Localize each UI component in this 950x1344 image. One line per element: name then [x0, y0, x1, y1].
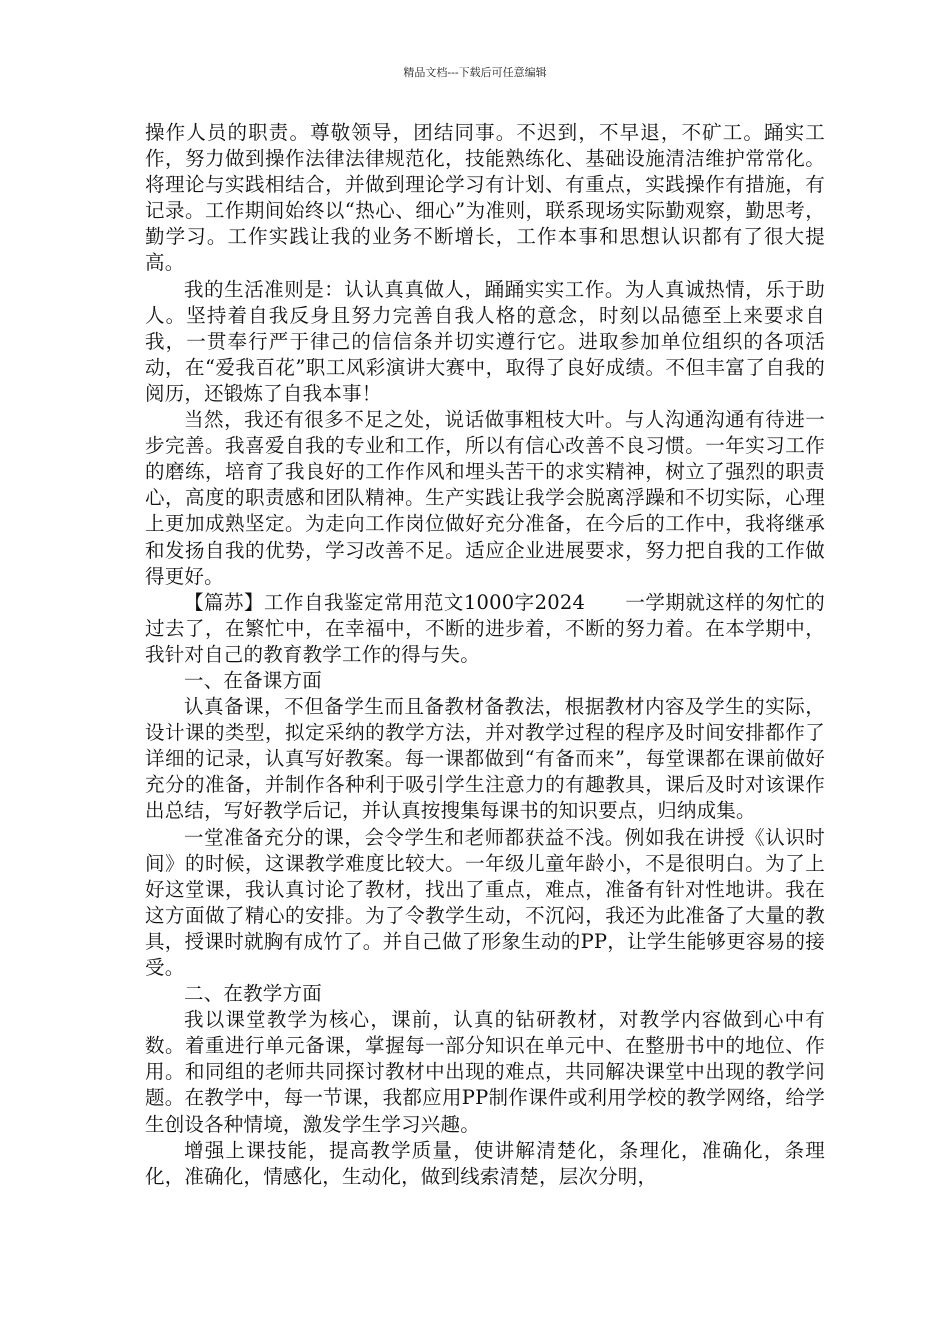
- section-heading: 一、在备课方面: [184, 668, 322, 692]
- paragraph: 我以课堂教学为核心，课前，认真的钻研教材，对教学内容做到心中有数。着重进行单元备课，掌握每一部分知识在单元中、在整册书中的地位、作用。和同组的老师共同探讨教材中出现的难点，共同解决课堂中出现的教学问题。在教学中，每一节课，我都应用PP制作课件或利用学校的教学网络，给学生创设各种情境，激发学生学习兴趣。: [145, 1008, 825, 1136]
- paragraph: 增强上课技能，提高教学质量，使讲解清楚化，条理化，准确化，条理化，准确化，情感化，生动化，做到线索清楚，层次分明，: [145, 1138, 825, 1188]
- paragraph: 我的生活准则是：认认真真做人，踊踊实实工作。为人真诚热情，乐于助人。坚持着自我反身且努力完善自我人格的意念，时刻以品德至上来要求自我，一贯奉行严于律己的信信条并切实遵行它。进取参加单位组织的各项活动，在“爱我百花”职工风彩演讲大赛中，取得了良好成绩。不但丰富了自我的阅历，还锻炼了自我本事！: [145, 277, 825, 405]
- document-body: [145, 120, 825, 1190]
- paragraph: 操作人员的职责。尊敬领导，团结同事。不迟到，不早退，不矿工。踊实工作，努力做到操作法律法律规范化，技能熟练化、基础设施清洁维护常常化。将理论与实践相结合，并做到理论学习有计划、有重点，实践操作有措施，有记录。工作期间始终以“热心、细心”为准则，联系现场实际勤观察，勤思考，勤学习。工作实践让我的业务不断增长，工作本事和思想认识都有了很大提高。: [145, 121, 825, 275]
- paragraph: 当然，我还有很多不足之处，说话做事粗枝大叶。与人沟通沟通有待进一步完善。我喜爱自我的专业和工作，所以有信心改善不良习惯。一年实习工作的磨练，培育了我良好的工作作风和埋头苦干的求实精神，树立了强烈的职责心，高度的职责感和团队精神。生产实践让我学会脱离浮躁和不切实际，心理上更加成熟坚定。为走向工作岗位做好充分准备，在今后的工作中，我将继承和发扬自我的优势，学习改善不足。适应企业进展要求，努力把自我的工作做得更好。: [145, 408, 825, 588]
- paragraph: 【篇苏】工作自我鉴定常用范文1000字2024 一学期就这样的匆忙的过去了，在繁忙中，在幸福中，不断的进步着，不断的努力着。在本学期中，我针对自己的教育教学工作的得与失。: [145, 590, 825, 666]
- section-heading: 二、在教学方面: [184, 982, 322, 1006]
- paragraph: 认真备课，不但备学生而且备教材备教法，根据教材内容及学生的实际，设计课的类型，拟定采纳的教学方法，并对教学过程的程序及时间安排都作了详细的记录，认真写好教案。每一课都做到“有备而来”，每堂课都在课前做好充分的准备，并制作各种利于吸引学生注意力的有趣教具，课后及时对该课作出总结，写好教学后记，并认真按搜集每课书的知识要点，归纳成集。: [145, 695, 825, 823]
- page-header: 精品文档---下载后可任意编辑: [403, 66, 547, 79]
- paragraph: 一堂准备充分的课，会令学生和老师都获益不浅。例如我在讲授《认识时间》的时候，这课教学难度比较大。一年级儿童年龄小，不是很明白。为了上好这堂课，我认真讨论了教材，找出了重点，难点，准备有针对性地讲。我在这方面做了精心的安排。为了令教学生动，不沉闷，我还为此准备了大量的教具，授课时就胸有成竹了。并自己做了形象生动的PP，让学生能够更容易的接受。: [145, 825, 825, 979]
